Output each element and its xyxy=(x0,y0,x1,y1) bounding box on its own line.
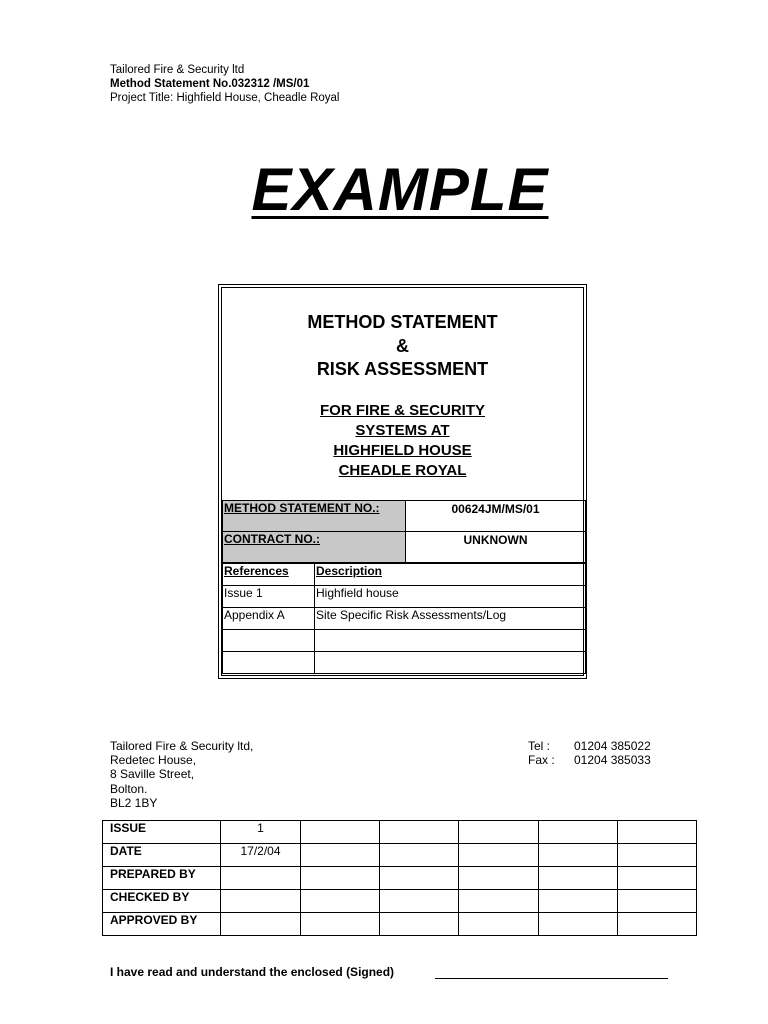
reference-cell xyxy=(223,630,315,652)
empty-cell xyxy=(380,821,459,844)
issue-table xyxy=(102,820,697,936)
method-label: METHOD STATEMENT NO.: xyxy=(223,501,406,532)
contract-label: CONTRACT NO.: xyxy=(223,532,406,563)
header-company: Tailored Fire & Security ltd xyxy=(110,64,245,76)
empty-cell xyxy=(301,890,380,913)
table-row xyxy=(223,586,586,608)
empty-cell xyxy=(301,913,380,936)
checked-row xyxy=(103,890,697,913)
page-header xyxy=(110,63,339,105)
signed-statement: I have read and understand the enclosed (Signed) xyxy=(110,965,395,979)
contract-value: UNKNOWN xyxy=(406,532,586,563)
header-project-title: Project Title: Highfield House, Cheadle Royal xyxy=(110,92,340,104)
table-row xyxy=(223,630,586,652)
cover-title-line2: & xyxy=(396,336,409,356)
table-row xyxy=(223,652,586,674)
contract-row xyxy=(223,532,586,563)
empty-cell xyxy=(380,844,459,867)
address-line: BL2 1BY xyxy=(110,795,158,810)
date-row xyxy=(103,844,697,867)
references-table xyxy=(222,563,586,674)
description-cell: Highfield house xyxy=(315,586,586,608)
row-value: 17/2/04 xyxy=(221,844,301,867)
tel-line xyxy=(528,739,651,753)
empty-cell xyxy=(617,890,696,913)
cover-box xyxy=(218,284,587,679)
empty-cell xyxy=(538,890,617,913)
signature-line[interactable] xyxy=(435,978,668,979)
reference-cell: Appendix A xyxy=(223,608,315,630)
empty-cell xyxy=(538,844,617,867)
row-label: ISSUE xyxy=(103,821,221,844)
references-header: References xyxy=(223,564,315,586)
row-label: APPROVED BY xyxy=(103,913,221,936)
method-contract-table xyxy=(222,500,586,563)
references-header-row xyxy=(223,564,586,586)
approved-row xyxy=(103,913,697,936)
empty-cell xyxy=(380,867,459,890)
empty-cell xyxy=(459,844,538,867)
empty-cell xyxy=(380,913,459,936)
row-value xyxy=(221,890,301,913)
row-value: 1 xyxy=(221,821,301,844)
row-label: CHECKED BY xyxy=(103,890,221,913)
issue-row xyxy=(103,821,697,844)
fax-line xyxy=(528,753,651,767)
description-cell xyxy=(315,652,586,674)
contact-details xyxy=(528,739,651,767)
fax-label: Fax : xyxy=(528,753,555,768)
description-cell: Site Specific Risk Assessments/Log xyxy=(315,608,586,630)
prepared-row xyxy=(103,867,697,890)
row-label: DATE xyxy=(103,844,221,867)
cover-sub-line3: HIGHFIELD HOUSE xyxy=(333,442,472,459)
empty-cell xyxy=(301,844,380,867)
empty-cell xyxy=(301,821,380,844)
description-header: Description xyxy=(315,564,586,586)
fax-number: 01204 385033 xyxy=(574,753,651,768)
empty-cell xyxy=(617,844,696,867)
empty-cell xyxy=(459,913,538,936)
row-label: PREPARED BY xyxy=(103,867,221,890)
empty-cell xyxy=(538,867,617,890)
empty-cell xyxy=(459,890,538,913)
tel-label: Tel : xyxy=(528,739,551,753)
cover-title-line3: RISK ASSESSMENT xyxy=(316,359,489,379)
method-row xyxy=(223,501,586,532)
address-line: 8 Saville Street, xyxy=(110,767,195,782)
empty-cell xyxy=(380,890,459,913)
address-line: Bolton. xyxy=(110,781,148,796)
cover-title-line1: METHOD STATEMENT xyxy=(307,312,498,332)
empty-cell xyxy=(301,867,380,890)
example-watermark: EXAMPLE xyxy=(251,156,549,223)
reference-cell xyxy=(223,652,315,674)
empty-cell xyxy=(617,913,696,936)
empty-cell xyxy=(459,821,538,844)
description-cell xyxy=(315,630,586,652)
cover-sub-line4: CHEADLE ROYAL xyxy=(338,462,467,479)
method-value: 00624JM/MS/01 xyxy=(406,501,586,532)
table-row xyxy=(223,608,586,630)
empty-cell xyxy=(617,821,696,844)
header-method-statement: Method Statement No.032312 /MS/01 xyxy=(110,78,310,90)
company-address xyxy=(110,739,253,810)
empty-cell xyxy=(538,913,617,936)
cover-sub-line2: SYSTEMS AT xyxy=(355,422,450,439)
tel-number: 01204 385022 xyxy=(574,739,651,753)
row-value xyxy=(221,913,301,936)
address-line: Redetec House, xyxy=(110,753,197,768)
empty-cell xyxy=(459,867,538,890)
reference-cell: Issue 1 xyxy=(223,586,315,608)
empty-cell xyxy=(538,821,617,844)
address-line: Tailored Fire & Security ltd, xyxy=(110,739,254,753)
row-value xyxy=(221,867,301,890)
cover-sub-line1: FOR FIRE & SECURITY xyxy=(319,402,485,419)
empty-cell xyxy=(617,867,696,890)
